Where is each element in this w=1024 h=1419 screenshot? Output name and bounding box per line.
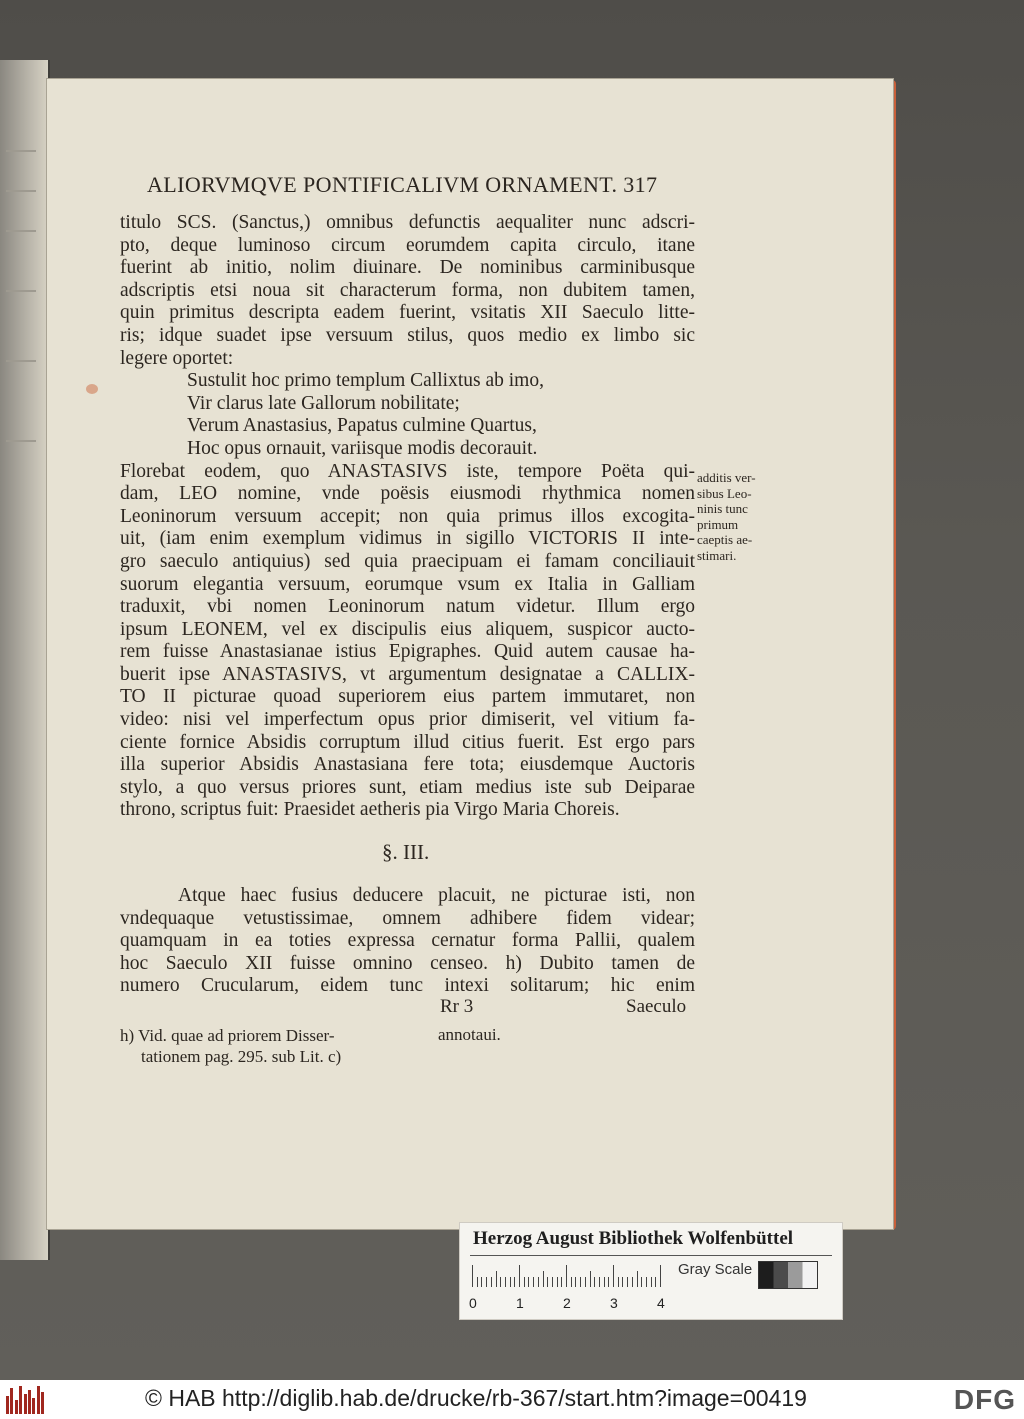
ruler-tick (585, 1277, 586, 1287)
ruler-tick (627, 1277, 628, 1287)
logo-bar (24, 1394, 27, 1414)
margin-note-line: primum (697, 516, 739, 532)
text-line: numero Crucularum, eidem tunc intexi solitarum; hic enim (120, 975, 695, 997)
text-line: vndequaque vetustissimae, omnem adhibere fidem videar; (120, 907, 695, 929)
ruler-tick (486, 1277, 487, 1287)
text-line: illa superior Absidis Anastasiana fere tota; eiusdemque Auctoris (120, 754, 695, 776)
ruler-tick (500, 1277, 501, 1287)
text-line: Florebat eodem, quo ANASTASIVS iste, tempore Poëta qui- (120, 460, 695, 482)
ruler-tick (590, 1271, 591, 1287)
ruler-tick (575, 1277, 576, 1287)
margin-note-line: additis ver- (697, 470, 756, 485)
ruler-number: 0 (469, 1295, 477, 1311)
margin-note-line: stimari. (697, 547, 737, 563)
ruler-tick (496, 1271, 497, 1287)
footer-bar (0, 1380, 1024, 1419)
text-line: rem fuisse Anastasianae istius Epigraphes. Quid autem causae ha- (120, 641, 695, 663)
ruler-tick (604, 1277, 605, 1287)
catchword: Saeculo (626, 996, 687, 1017)
color-scale-card (459, 1222, 843, 1320)
ruler-tick (580, 1277, 581, 1287)
text-line: stylo, a quo versus priores sunt, etiam medius iste sub Deiparae (120, 776, 695, 798)
ruler-tick (599, 1277, 600, 1287)
text-line: Sustulit hoc primo templum Callixtus ab imo, (187, 370, 544, 392)
text-line: hoc Saeculo XII fuisse omnino censeo. h) Dubito tamen de (120, 952, 695, 974)
ruler-tick (637, 1271, 638, 1287)
ruler-number: 1 (516, 1295, 524, 1311)
main-text-continued (120, 885, 695, 998)
ruler-tick (528, 1277, 529, 1287)
ruler-tick (613, 1265, 614, 1287)
text-line: traduxit, vbi nomen Leoninorum natum videtur. Illum ergo (120, 596, 695, 618)
logo-bar (32, 1398, 35, 1414)
ruler-tick (660, 1265, 661, 1287)
ruler-tick (519, 1265, 520, 1287)
text-line: gro saeculo antiquius) sed quia praecipuam ei famam conciliauit (120, 550, 695, 572)
ruler-tick (655, 1277, 656, 1287)
logo-bar (6, 1396, 9, 1414)
ruler-tick (481, 1277, 482, 1287)
text-line: Atque haec fusius deducere placuit, ne picturae isti, non (178, 885, 695, 906)
logo-bar (15, 1400, 18, 1414)
logo-bar (41, 1392, 44, 1414)
library-name: Herzog August Bibliothek Wolfenbüttel (473, 1228, 794, 1249)
ruler-tick (533, 1277, 534, 1287)
running-header: ALIORVMQVE PONTIFICALIVM ORNAMENT. 317 (147, 172, 658, 197)
text-line: Vir clarus late Gallorum nobilitate; (187, 392, 460, 414)
margin-note-line: ninis tunc (697, 501, 748, 516)
ruler-tick (477, 1277, 478, 1287)
text-line: video: nisi vel imperfectum opus prior dimiserit, vel vitium fa- (120, 709, 695, 731)
footnote-line: tationem pag. 295. sub Lit. c) (141, 1047, 342, 1066)
ruler-tick (622, 1277, 623, 1287)
text-line: buerit ipse ANASTASIVS, vt argumentum designatae a CALLIX- (120, 663, 695, 685)
ruler-tick (561, 1277, 562, 1287)
ruler (469, 1263, 672, 1311)
credit-url[interactable]: © HAB http://diglib.hab.de/drucke/rb-367/start.htm?image=00419 (145, 1385, 807, 1411)
text-line: TO II picturae quoad superiorem eius partem immutaret, non (120, 686, 695, 708)
text-line: Hoc opus ornauit, variisque modis decorauit. (187, 437, 538, 459)
text-line: suorum elegantia versuum, eorumque vsum ex Italia in Galliam (120, 573, 695, 595)
text-line: ris; idque suadet ipse versuum stilus, quos medio ex limbo sic (120, 324, 695, 346)
ruler-tick (547, 1277, 548, 1287)
logo-bar (10, 1388, 13, 1414)
text-line: throno, scriptus fuit: Praesidet aetheris pia Virgo Maria Choreis. (120, 799, 620, 821)
logo-bar (37, 1386, 40, 1414)
ruler-tick (571, 1277, 572, 1287)
ruler-tick (651, 1277, 652, 1287)
hab-logo-icon (6, 1386, 46, 1414)
divider (470, 1255, 832, 1256)
text-line: adscriptis etsi noua sit characterum forma, non dubitem tamen, (120, 279, 695, 301)
footnote-annotation: annotaui. (438, 1025, 501, 1044)
signature-mark: Rr 3 (440, 996, 474, 1017)
footnote-line: h) Vid. quae ad priorem Disser- (120, 1026, 335, 1045)
text-line: titulo SCS. (Sanctus,) omnibus defunctis aequaliter nunc adscri- (120, 212, 695, 233)
text-line: Verum Anastasius, Papatus culmine Quartus, (187, 415, 537, 437)
gray-scale-bar (758, 1261, 818, 1289)
ruler-tick (641, 1277, 642, 1287)
ruler-tick (510, 1277, 511, 1287)
text-line: pto, deque luminoso circum eorumdem capita circulo, itane (120, 234, 695, 256)
ruler-tick (557, 1277, 558, 1287)
margin-note-line: sibus Leo- (697, 485, 752, 501)
ruler-tick (514, 1277, 515, 1287)
text-line: ciente fornice Absidis corruptum illud citius fuerit. Est ergo pars (120, 731, 695, 753)
ruler-tick (618, 1277, 619, 1287)
facing-page-edge (0, 60, 50, 1260)
text-line: legere oportet: (120, 347, 234, 369)
text-line: fuerint ab initio, nolim diuinare. De nominibus carminibusque (120, 257, 695, 279)
ruler-tick (552, 1277, 553, 1287)
gray-scale-label: Gray Scale (678, 1261, 753, 1278)
ruler-tick (632, 1277, 633, 1287)
section-heading: §. III. (382, 840, 430, 864)
footnote (120, 1025, 341, 1067)
dfg-logo: DFG (953, 1384, 1016, 1415)
paper-stain (86, 384, 98, 394)
ruler-tick (491, 1277, 492, 1287)
logo-bar (19, 1386, 22, 1414)
margin-note (697, 470, 769, 563)
ruler-tick (472, 1265, 473, 1287)
text-line: quamquam in ea toties expressa cernatur forma Pallii, qualem (120, 930, 695, 952)
text-line: Leoninorum versuum accepit; non quia primus illos excogita- (120, 505, 695, 527)
ruler-tick (608, 1277, 609, 1287)
ruler-tick (505, 1277, 506, 1287)
ruler-tick (524, 1277, 525, 1287)
ruler-number: 2 (563, 1295, 571, 1311)
text-line: ipsum LEONEM, vel ex discipulis eius aliquem, suspicor aucto- (120, 618, 695, 640)
main-text (120, 212, 695, 822)
ruler-tick (543, 1271, 544, 1287)
text-line: dam, LEO nomine, vnde poësis eiusmodi rhythmica nomen (120, 483, 695, 505)
ruler-tick (594, 1277, 595, 1287)
ruler-tick (538, 1277, 539, 1287)
ruler-tick (646, 1277, 647, 1287)
margin-note-line: caeptis ae- (697, 532, 753, 547)
logo-bar (28, 1390, 31, 1414)
ruler-number: 3 (610, 1295, 618, 1311)
ruler-number: 4 (657, 1295, 665, 1311)
text-line: quin primitus descripta eadem fuerint, vsitatis XII Saeculo litte- (120, 302, 695, 324)
ruler-tick (566, 1265, 567, 1287)
text-line: uit, (iam enim exemplum vidimus in sigillo VICTORIS II inte- (120, 528, 695, 550)
